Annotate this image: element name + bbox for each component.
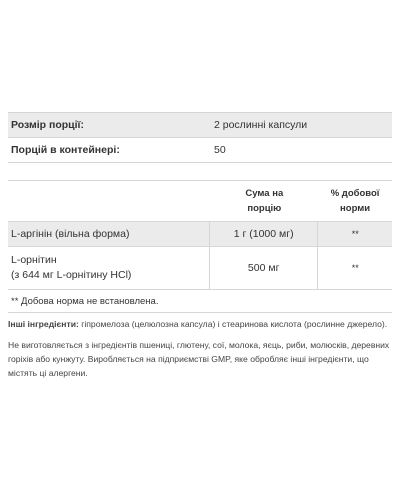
amount-header-line2: порцію: [247, 203, 282, 214]
dv-header-line2: норми: [340, 203, 371, 214]
nutrient-amount: 500 мг: [209, 247, 317, 289]
servings-per-container-row: [8, 137, 392, 162]
other-ingredients-label: Інші інгредієнти:: [8, 319, 79, 329]
nutrient-name: L-аргінін (вільна форма): [11, 227, 130, 240]
nutrient-amount: 1 г (1000 мг): [209, 222, 317, 246]
daily-value-header: [318, 186, 392, 216]
nutrient-name: [8, 253, 209, 283]
nutrient-name-line2: (з 644 мг L-орнітину HCl): [11, 269, 132, 281]
serving-size-value: 2 рослинні капсули: [214, 119, 308, 131]
divider: [8, 312, 392, 313]
serving-size-label: Розмір порції:: [11, 119, 84, 131]
nutrient-row-ornithine: [8, 246, 392, 289]
allergen-statement: Не виготовляється з інгредієнтів пшениці, глютену, сої, молока, яєць, риби, молюсків, деревних горіхів або кунжуту. Виробляється на підприємстві GMP, яке обробляє інші інгредієнти, що містять ці алергени.: [8, 340, 390, 378]
nutrient-daily-value: **: [317, 222, 392, 246]
amount-header-line1: Сума на: [245, 188, 284, 199]
nutrient-daily-value: **: [317, 247, 392, 289]
amount-per-serving-header: [209, 186, 318, 216]
supplement-facts-panel: [8, 112, 392, 313]
nutrient-name-line1: L-орнітин: [11, 254, 57, 266]
nutrient-row-arginine: [8, 221, 392, 246]
servings-per-container-value: 50: [214, 144, 226, 156]
daily-value-footnote: ** Добова норма не встановлена.: [8, 289, 392, 312]
dv-header-line1: % добової: [330, 188, 380, 199]
other-ingredients: [8, 317, 392, 331]
other-ingredients-text: гіпромелоза (целюлозна капсула) і стеаринова кислота (рослинне джерело).: [78, 319, 388, 329]
serving-size-row: [8, 112, 392, 137]
servings-per-container-label: Порцій в контейнері:: [11, 144, 120, 156]
nutrient-table-header: [8, 180, 392, 221]
